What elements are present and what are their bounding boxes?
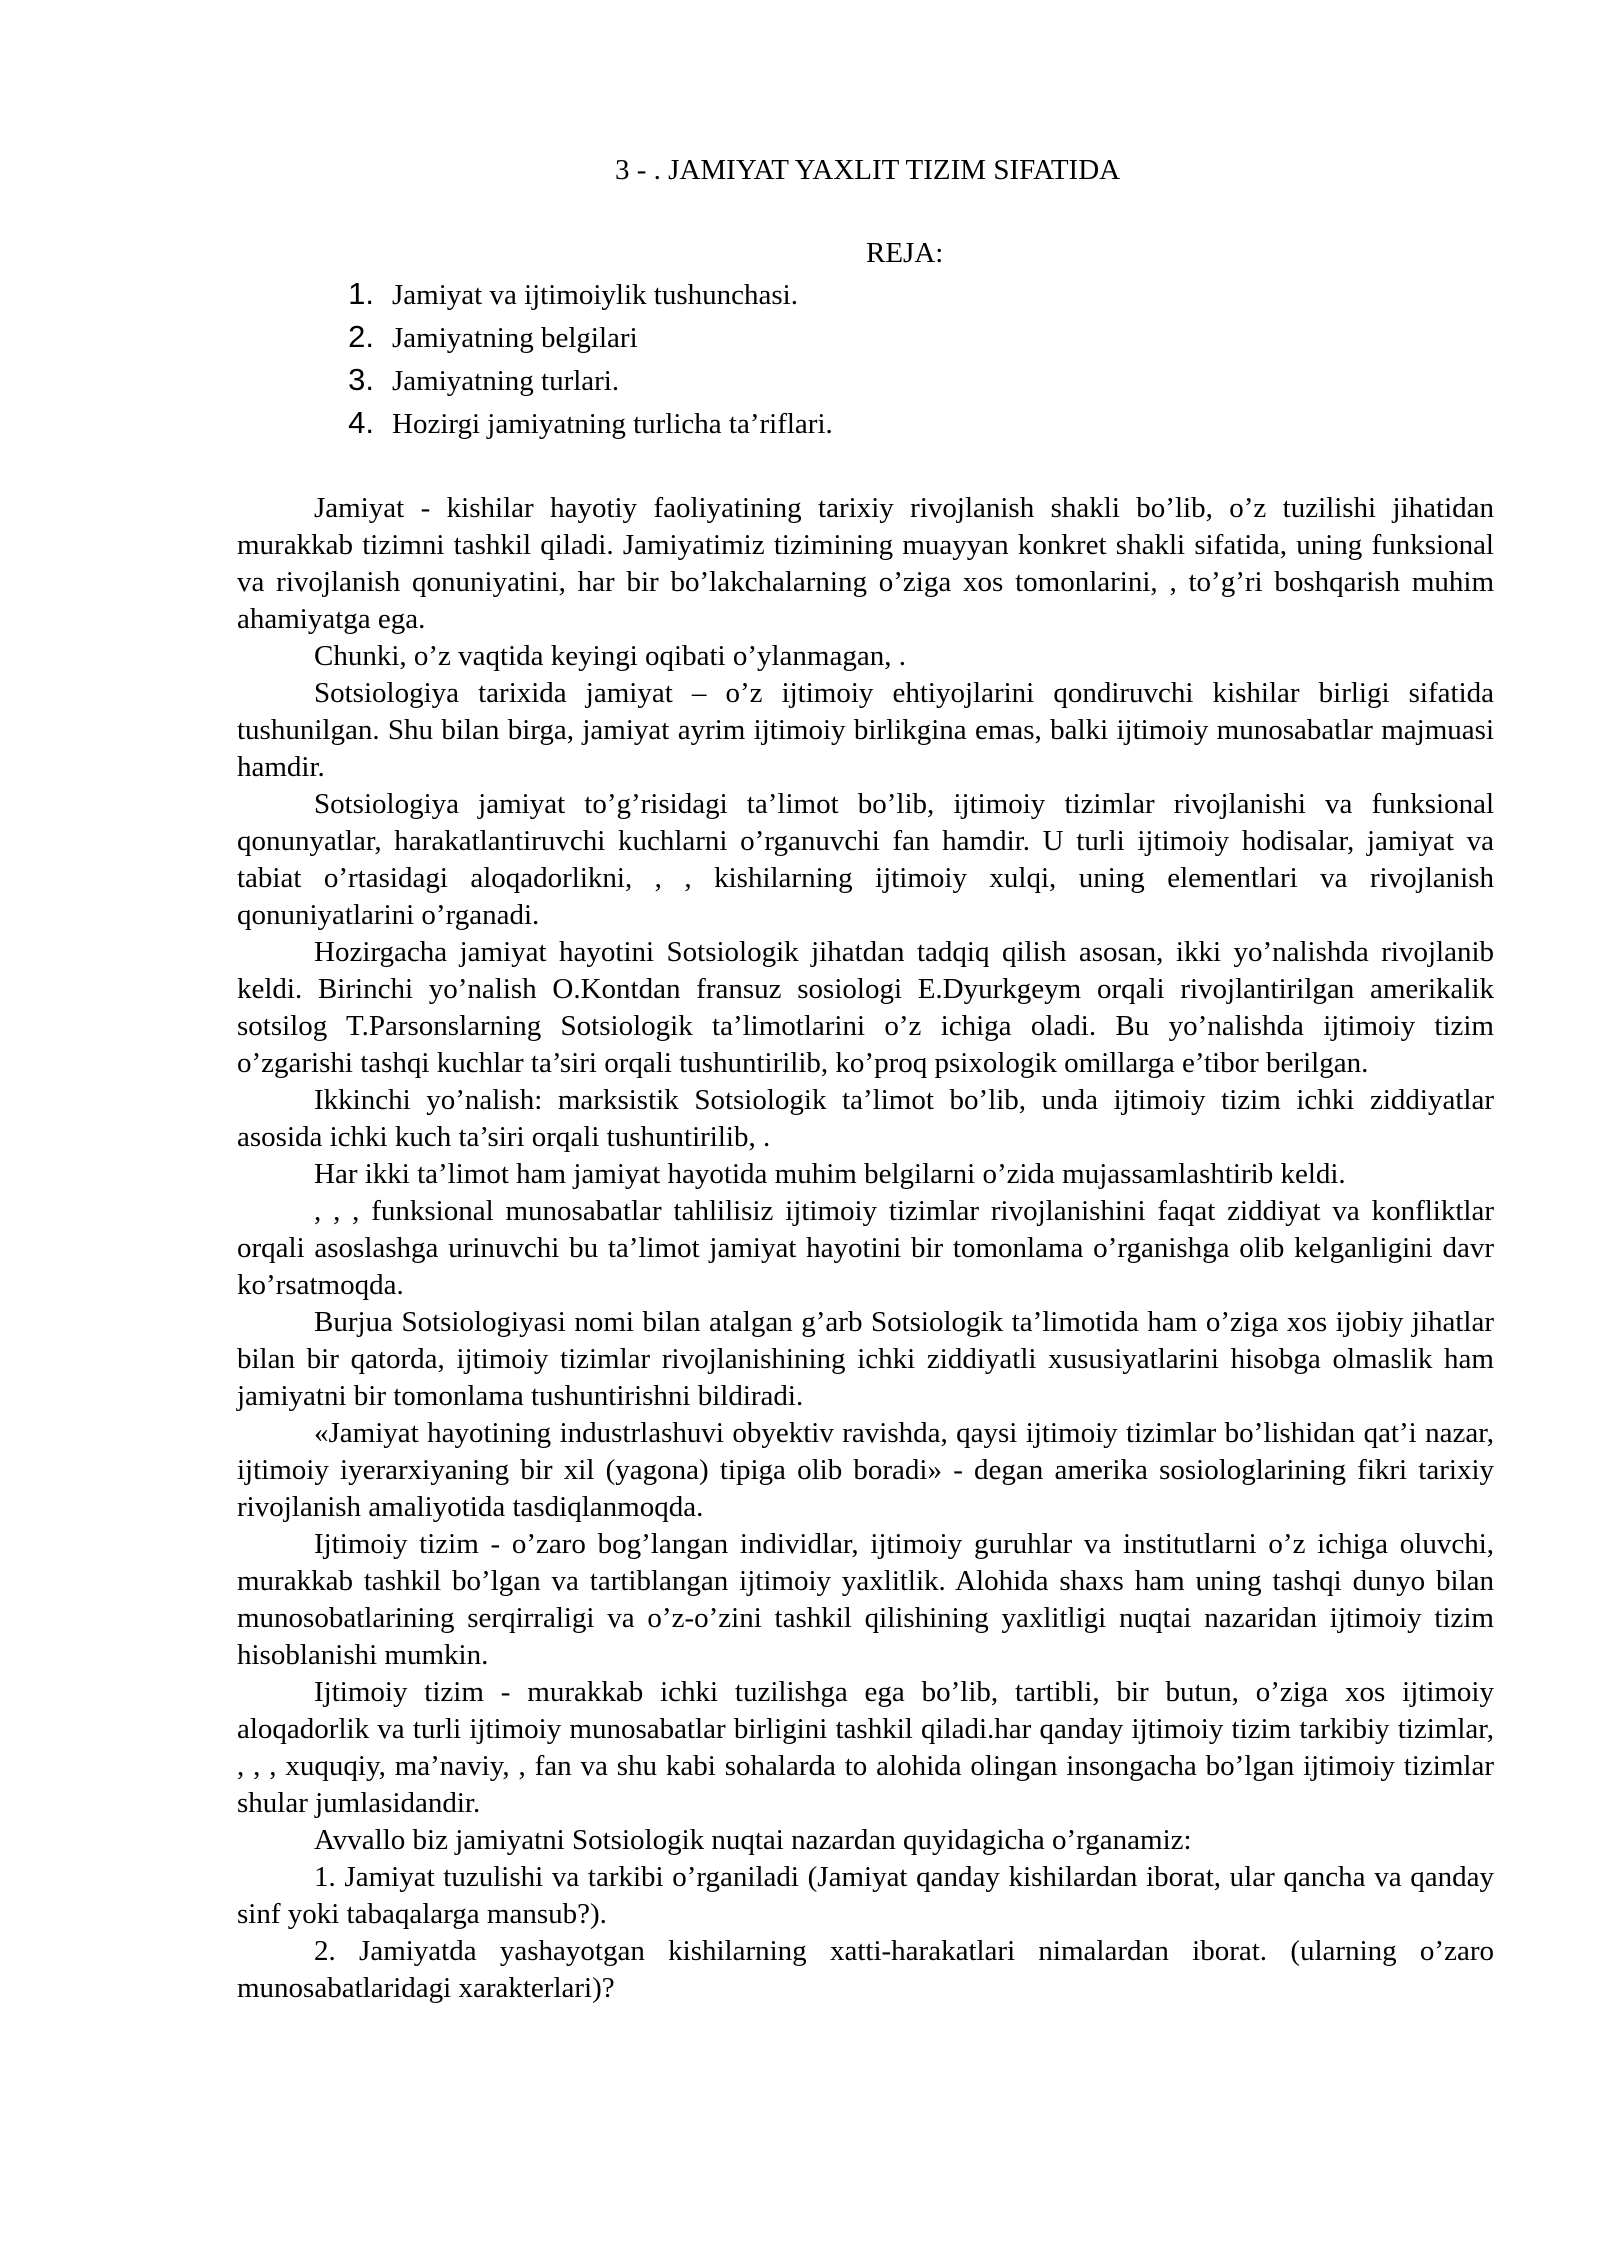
plan-item (322, 358, 833, 401)
body-paragraph: Sotsiologiya jamiyat to’g’risidagi ta’limot bo’lib, ijtimoiy tizimlar rivojlanishi va funksional qonunyatlar, harakatlantiruvchi kuchlarni o’rganuvchi fan hamdir. U turli ijtimoiy hodisalar, jamiyat va tabiat o’rtasidagi aloqadorlikni, , , kishilarning ijtimoiy xulqi, uning elementlari va rivojlanish qonuniyatlarini o’rganadi. (237, 788, 1494, 931)
body-paragraph: Jamiyat - kishilar hayotiy faoliyatining tarixiy rivojlanish shakli bo’lib, o’z tuzilishi jihatidan murakkab tizimni tashkil qiladi. Jamiyatimiz tizimining muayyan konkret shakli sifatida, uning funksional va rivojlanish qonuniyatini, har bir bo’lakchalarning o’ziga xos tomonlarini, , to’g’ri boshqarish muhim ahamiyatga ega. (237, 492, 1494, 635)
body-paragraph: Burjua Sotsiologiyasi nomi bilan atalgan g’arb Sotsiologik ta’limotida ham o’ziga xos ijobiy jihatlar bilan bir qatorda, ijtimoiy tizimlar rivojlanishining ichki ziddiyatli xususiyatlarini hisobga olmaslik ham jamiyatni bir tomonlama tushuntirishni bildiradi. (237, 1306, 1494, 1412)
body-paragraph: Chunki, o’z vaqtida keyingi oqibati o’ylanmagan, . (314, 640, 906, 672)
plan-item (322, 401, 833, 444)
plan-item-number: 2. (348, 319, 374, 354)
body-paragraph: Hozirgacha jamiyat hayotini Sotsiologik jihatdan tadqiq qilish asosan, ikki yo’nalishda rivojlanib keldi. Birinchi yo’nalish O.Kontdan fransuz sosiologi E.Dyurkgeym orqali rivojlantirilgan amerikalik sotsilog T.Parsonslarning Sotsiologik ta’limotlarini o’z ichiga oladi. Bu yo’nalishda ijtimoiy tizim o’zgarishi tashqi kuchlar ta’siri orqali tushuntirilib, ko’proq psixologik omillarga e’tibor berilgan. (237, 936, 1494, 1079)
plan-item-number: 4. (348, 405, 374, 440)
plan-item (322, 315, 833, 358)
body-paragraph: , , , funksional munosabatlar tahlilisiz ijtimoiy tizimlar rivojlanishini faqat ziddiyat va konfliktlar orqali asoslashga urinuvchi bu ta’limot jamiyat hayotini bir tomonlama o’rganishga olib kelganligini davr ko’rsatmoqda. (237, 1195, 1494, 1301)
body-paragraph: 1. Jamiyat tuzulishi va tarkibi o’rganiladi (Jamiyat qanday kishilardan iborat, ular qancha va qanday sinf yoki tabaqalarga mansub?). (237, 1861, 1494, 1930)
body-paragraph: Ikkinchi yo’nalish: marksistik Sotsiologik ta’limot bo’lib, unda ijtimoiy tizim ichki ziddiyatlar asosida ichki kuch ta’siri orqali tushuntirilib, . (237, 1084, 1494, 1153)
plan-list (322, 272, 833, 444)
plan-item-text: Jamiyat va ijtimoiylik tushunchasi. (392, 279, 798, 311)
plan-item-number: 1. (348, 276, 374, 311)
body-paragraph: Avvallo biz jamiyatni Sotsiologik nuqtai nazardan quyidagicha o’rganamiz: (314, 1824, 1192, 1856)
body-paragraph: Ijtimoiy tizim - o’zaro bog’langan individlar, ijtimoiy guruhlar va institutlarni o’z ichiga oluvchi, murakkab tashkil bo’lgan va tartiblangan ijtimoiy yaxlitlik. Alohida shaxs ham uning tashqi dunyo bilan munosobatlarining serqirraligi va o’z-o’zini tashkil qilishining yaxlitligi nuqtai nazaridan ijtimoiy tizim hisoblanishi mumkin. (237, 1528, 1494, 1671)
document-title: 3 - . JAMIYAT YAXLIT TIZIM SIFATIDA (615, 154, 1121, 186)
plan-item (322, 272, 833, 315)
body-paragraph: «Jamiyat hayotining industrlashuvi obyektiv ravishda, qaysi ijtimoiy tizimlar bo’lishidan qat’i nazar, ijtimoiy iyerarxiyaning bir xil (yagona) tipiga olib boradi» - degan amerika sosiologlarining fikri tarixiy rivojlanish amaliyotida tasdiqlanmoqda. (237, 1417, 1494, 1523)
plan-item-text: Jamiyatning turlari. (392, 365, 620, 397)
plan-item-number: 3. (348, 362, 374, 397)
document-body (237, 490, 1494, 2007)
plan-item-text: Hozirgi jamiyatning turlicha ta’riflari. (392, 408, 833, 440)
body-paragraph: 2. Jamiyatda yashayotgan kishilarning xatti-harakatlari nimalardan iborat. (ularning o’zaro munosabatlaridagi xarakterlari)? (237, 1935, 1494, 2004)
body-paragraph: Ijtimoiy tizim - murakkab ichki tuzilishga ega bo’lib, tartibli, bir butun, o’ziga xos ijtimoiy aloqadorlik va turli ijtimoiy munosabatlar birligini tashkil qiladi.har qanday ijtimoiy tizim tarkibiy tizimlar, , , , xuquqiy, ma’naviy, , fan va shu kabi sohalarda to alohida olingan insongacha bo’lgan ijtimoiy tizimlar shular jumlasidandir. (237, 1676, 1494, 1819)
body-paragraph: Har ikki ta’limot ham jamiyat hayotida muhim belgilarni o’zida mujassamlashtirib keldi. (314, 1158, 1346, 1190)
plan-heading: REJA: (866, 237, 944, 269)
body-paragraph: Sotsiologiya tarixida jamiyat – o’z ijtimoiy ehtiyojlarini qondiruvchi kishilar birligi sifatida tushunilgan. Shu bilan birga, jamiyat ayrim ijtimoiy birlikgina emas, balki ijtimoiy munosabatlar majmuasi hamdir. (237, 677, 1494, 783)
plan-item-text: Jamiyatning belgilari (392, 322, 638, 354)
